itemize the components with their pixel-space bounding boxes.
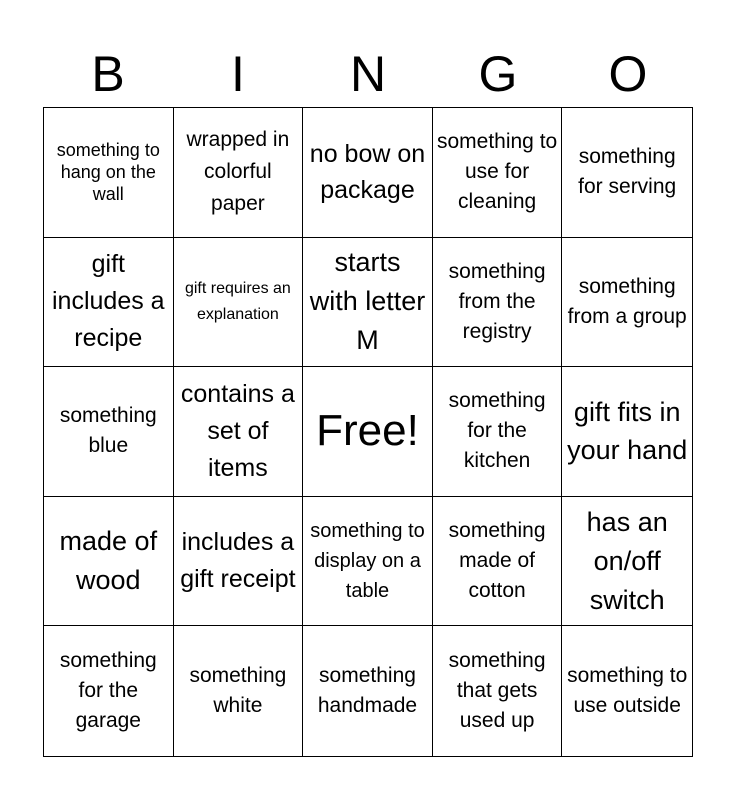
cell-text: gift includes a recipe — [52, 250, 165, 353]
cell-text: includes a gift receipt — [180, 528, 296, 594]
header-letter-g: G — [478, 46, 518, 102]
cell-text: no bow on package — [309, 140, 426, 205]
cell-text: something made of cotton — [448, 519, 546, 603]
bingo-cell[interactable] — [433, 497, 563, 627]
bingo-cell[interactable] — [303, 238, 433, 368]
cell-text: something to use outside — [567, 664, 688, 718]
bingo-cell[interactable] — [174, 367, 304, 497]
bingo-cell[interactable] — [303, 108, 433, 238]
cell-text: something for the garage — [59, 649, 157, 733]
cell-text: gift requires an explanation — [184, 279, 291, 323]
bingo-cell-free[interactable] — [303, 367, 433, 497]
header-letter-b: B — [91, 46, 125, 102]
bingo-cell[interactable] — [44, 367, 174, 497]
cell-text: something handmade — [317, 664, 418, 718]
bingo-cell[interactable] — [174, 238, 304, 368]
cell-text: gift fits in your hand — [567, 397, 688, 466]
bingo-cell[interactable] — [303, 497, 433, 627]
bingo-cell[interactable] — [44, 626, 174, 756]
bingo-cell[interactable] — [562, 367, 692, 497]
cell-text: something for serving — [578, 145, 677, 199]
header-letter-o: O — [608, 46, 648, 102]
cell-text: something for the kitchen — [448, 389, 546, 473]
header-letter-n: N — [349, 46, 387, 102]
bingo-cell[interactable] — [433, 367, 563, 497]
cell-text: something to display on a table — [310, 520, 425, 603]
bingo-cell[interactable] — [303, 626, 433, 756]
free-space-text: Free! — [316, 406, 419, 456]
bingo-cell[interactable] — [174, 626, 304, 756]
bingo-cell[interactable] — [174, 108, 304, 238]
cell-text: wrapped in colorful paper — [186, 128, 290, 216]
cell-text: has an on/off switch — [586, 506, 668, 615]
cell-text: made of wood — [59, 526, 158, 596]
bingo-cell[interactable] — [562, 497, 692, 627]
bingo-cell[interactable] — [44, 238, 174, 368]
cell-text: something to use for cleaning — [436, 130, 558, 214]
bingo-cell[interactable] — [44, 108, 174, 238]
bingo-cell[interactable] — [433, 238, 563, 368]
cell-text: something to hang on the wall — [56, 140, 160, 205]
header-letter-i: I — [231, 46, 245, 102]
bingo-cell[interactable] — [433, 626, 563, 756]
cell-text: something from a group — [567, 274, 687, 328]
bingo-cell[interactable] — [562, 108, 692, 238]
cell-text: contains a set of items — [180, 379, 295, 482]
cell-text: something white — [189, 664, 287, 718]
cell-text: something from the registry — [448, 259, 546, 343]
bingo-cell[interactable] — [562, 626, 692, 756]
cell-text: starts with letter M — [309, 247, 426, 356]
bingo-board — [43, 107, 693, 757]
bingo-cell[interactable] — [433, 108, 563, 238]
bingo-cell[interactable] — [44, 497, 174, 627]
bingo-cell[interactable] — [174, 497, 304, 627]
cell-text: something blue — [59, 404, 157, 458]
bingo-header — [43, 40, 693, 108]
bingo-cell[interactable] — [562, 238, 692, 368]
cell-text: something that gets used up — [448, 649, 546, 733]
